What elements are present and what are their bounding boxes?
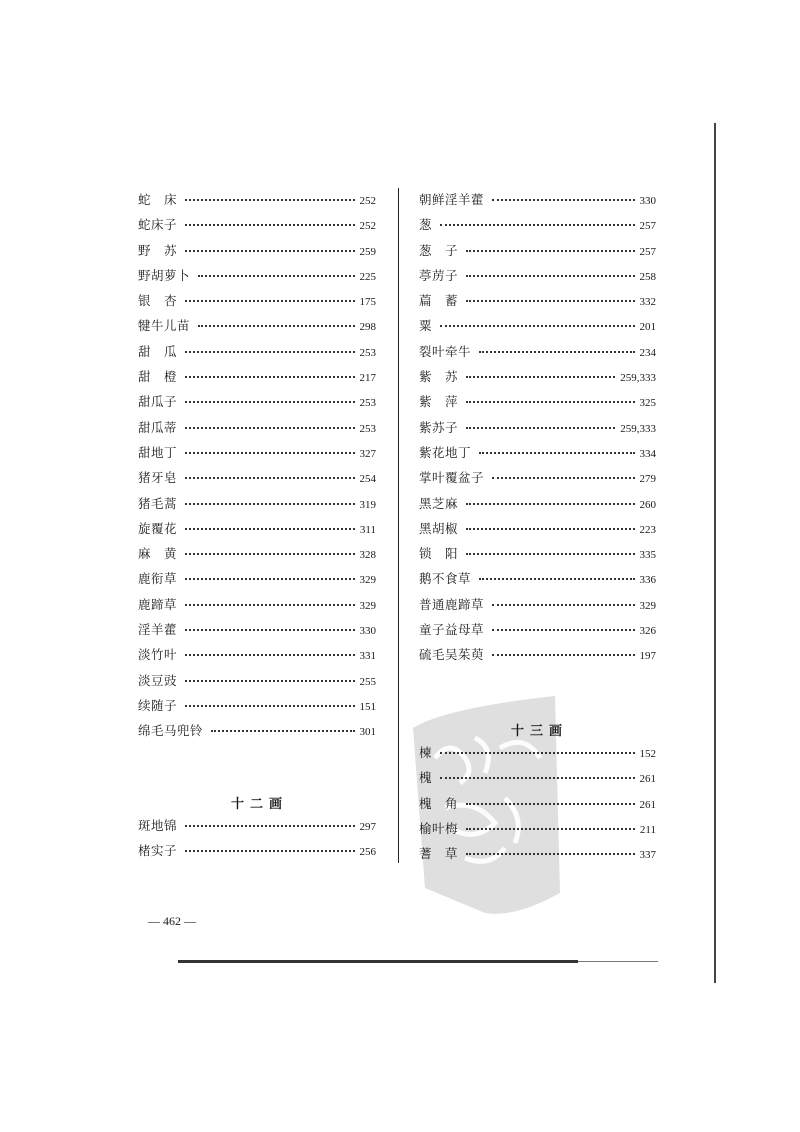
section-13-entries [419, 743, 656, 869]
index-entry [138, 392, 376, 417]
index-entry [419, 418, 656, 443]
index-term: 甜瓜蒂 [138, 419, 178, 435]
index-page-number: 258 [639, 270, 656, 283]
dot-leader [440, 325, 634, 327]
index-entry [138, 443, 376, 468]
index-entry [138, 342, 376, 367]
index-entry [419, 190, 656, 215]
dot-leader [185, 351, 354, 353]
index-page-number: 327 [359, 447, 376, 460]
index-term: 蛇床子 [138, 217, 178, 233]
left-index-column [138, 190, 376, 747]
dot-leader [185, 528, 355, 530]
index-entry [138, 367, 376, 392]
dot-leader [466, 853, 634, 855]
dot-leader [479, 452, 634, 454]
index-page-number: 328 [359, 549, 376, 562]
index-page-number: 325 [639, 397, 656, 410]
index-page-number: 223 [639, 523, 656, 536]
index-page-number: 253 [359, 397, 376, 410]
index-term: 黑胡椒 [419, 520, 459, 536]
dot-leader [198, 275, 354, 277]
index-entry [419, 367, 656, 392]
index-page-number: 259 [359, 245, 376, 258]
dot-leader [440, 777, 634, 779]
index-entry [419, 794, 656, 819]
index-term: 紫 苏 [419, 369, 459, 385]
dot-leader [185, 680, 354, 682]
index-page-number: 329 [639, 599, 656, 612]
index-page-number: 261 [639, 798, 656, 811]
index-entry [419, 342, 656, 367]
dot-leader [466, 553, 634, 555]
index-term: 蛇 床 [138, 192, 178, 207]
dot-leader [466, 427, 615, 429]
index-entry [138, 494, 376, 519]
index-term: 葱 [419, 217, 433, 233]
index-term: 麻 黄 [138, 546, 178, 562]
index-entry [419, 819, 656, 844]
index-term: 猪牙皂 [138, 470, 178, 486]
index-term: 朝鲜淫羊藿 [419, 192, 485, 207]
dot-leader [185, 604, 354, 606]
index-entry [138, 569, 376, 594]
index-entry [419, 569, 656, 594]
index-term: 裂叶牵牛 [419, 343, 472, 359]
index-page-number: 254 [359, 473, 376, 486]
dot-leader [440, 224, 634, 226]
index-page-number: 201 [639, 321, 656, 334]
index-entry [419, 494, 656, 519]
index-term: 旋覆花 [138, 520, 178, 536]
dot-leader [466, 503, 634, 505]
index-page-number: 197 [639, 650, 656, 663]
index-entry [419, 215, 656, 240]
index-page-number: 253 [359, 422, 376, 435]
dot-leader [466, 376, 615, 378]
dot-leader [492, 629, 634, 631]
index-entry [419, 620, 656, 645]
index-term: 锁 阳 [419, 546, 459, 562]
index-page-number: 261 [639, 773, 656, 786]
index-entry [419, 595, 656, 620]
index-page-number: 330 [639, 195, 656, 207]
index-entry [419, 468, 656, 493]
index-term: 野 苏 [138, 242, 178, 258]
index-term: 榆叶梅 [419, 820, 459, 836]
dot-leader [185, 825, 354, 827]
index-term: 甜瓜子 [138, 394, 178, 410]
index-page-number: 329 [359, 599, 376, 612]
index-entry [138, 266, 376, 291]
index-entry [138, 595, 376, 620]
index-entry [138, 215, 376, 240]
index-term: 甜 瓜 [138, 343, 178, 359]
index-page-number: 337 [639, 849, 656, 862]
dot-leader [492, 654, 634, 656]
dot-leader [185, 427, 354, 429]
index-term: 槐 [419, 770, 433, 786]
index-entry [138, 696, 376, 721]
index-page-number: 326 [639, 625, 656, 638]
index-page-number: 152 [639, 748, 656, 760]
dot-leader [185, 452, 354, 454]
index-page-number: 259,333 [620, 372, 656, 385]
index-page-number: 253 [359, 346, 376, 359]
index-entry [419, 844, 656, 869]
index-entry [419, 291, 656, 316]
index-page-number: 301 [359, 726, 376, 739]
dot-leader [466, 250, 634, 252]
index-term: 甜地丁 [138, 444, 178, 460]
index-page-number: 260 [639, 498, 656, 511]
index-entry [138, 816, 376, 841]
dot-leader [185, 850, 354, 852]
index-page-number: 311 [359, 523, 376, 536]
dot-leader [185, 199, 354, 201]
index-page-number: 257 [639, 220, 656, 233]
index-entry [419, 443, 656, 468]
index-term: 紫苏子 [419, 419, 459, 435]
index-page-number: 256 [359, 846, 376, 859]
index-term: 槐 角 [419, 795, 459, 811]
index-term: 斑地锦 [138, 818, 178, 833]
dot-leader [185, 503, 354, 505]
dot-leader [185, 477, 354, 479]
index-term: 银 杏 [138, 293, 178, 309]
index-entry [419, 316, 656, 341]
dot-leader [479, 578, 634, 580]
dot-leader [185, 578, 354, 580]
index-page-number: 151 [359, 700, 376, 713]
index-entry [138, 468, 376, 493]
index-page-number: 225 [359, 270, 376, 283]
index-entry [419, 266, 656, 291]
section-heading-12-strokes: 十二画 [231, 797, 289, 812]
dot-leader [185, 654, 354, 656]
index-term: 紫花地丁 [419, 444, 472, 460]
index-entry [138, 620, 376, 645]
index-entry [138, 190, 376, 215]
index-entry [138, 418, 376, 443]
index-term: 鹿衔草 [138, 571, 178, 587]
bottom-rule-faint [578, 961, 658, 962]
index-entry [138, 544, 376, 569]
index-term: 楮实子 [138, 843, 178, 859]
index-entry [419, 519, 656, 544]
index-term: 楝 [419, 745, 433, 760]
index-page-number: 217 [359, 372, 376, 385]
index-page-number: 329 [359, 574, 376, 587]
index-term: 野胡萝卜 [138, 267, 191, 283]
index-entry [419, 241, 656, 266]
index-entry [138, 841, 376, 866]
index-term: 童子益母草 [419, 622, 485, 638]
dot-leader [466, 528, 634, 530]
index-entry [138, 645, 376, 670]
dot-leader [185, 705, 354, 707]
index-page-number: 298 [359, 321, 376, 334]
index-entry [419, 392, 656, 417]
index-entry [138, 291, 376, 316]
index-page-number: 319 [359, 498, 376, 511]
index-term: 紫 萍 [419, 394, 459, 410]
index-term: 猪毛蒿 [138, 495, 178, 511]
dot-leader [211, 730, 354, 732]
index-page-number: 334 [639, 447, 656, 460]
index-entry [138, 671, 376, 696]
index-term: 葶苈子 [419, 267, 459, 283]
index-entry [419, 544, 656, 569]
index-page-number: 297 [359, 821, 376, 833]
page-number: — 462 — [148, 914, 196, 928]
index-term: 普通鹿蹄草 [419, 596, 485, 612]
dot-leader [185, 250, 354, 252]
dot-leader [185, 376, 354, 378]
index-term: 掌叶覆盆子 [419, 470, 485, 486]
section-heading-13-strokes: 十三画 [511, 724, 569, 739]
dot-leader [466, 300, 634, 302]
index-page-number: 175 [359, 296, 376, 309]
dot-leader [466, 401, 634, 403]
index-page-number: 279 [639, 473, 656, 486]
index-term: 萹 蓄 [419, 293, 459, 309]
index-term: 葱 子 [419, 242, 459, 258]
index-term: 硫毛吴茱萸 [419, 647, 485, 663]
index-term: 淫羊藿 [138, 622, 178, 638]
index-term: 鹅不食草 [419, 571, 472, 587]
dot-leader [185, 553, 354, 555]
index-term: 犍牛儿苗 [138, 318, 191, 334]
dot-leader [479, 351, 634, 353]
index-term: 绵毛马兜铃 [138, 723, 204, 739]
index-page-number: 332 [639, 296, 656, 309]
index-page-number: 336 [639, 574, 656, 587]
index-page-number: 255 [359, 675, 376, 688]
index-term: 甜 橙 [138, 369, 178, 385]
index-entry [138, 519, 376, 544]
index-page-number: 330 [359, 625, 376, 638]
index-page-number: 252 [359, 220, 376, 233]
dot-leader [466, 275, 634, 277]
page-edge-rule [714, 123, 716, 983]
dot-leader [185, 224, 354, 226]
index-page-number: 259,333 [620, 422, 656, 435]
index-entry [138, 721, 376, 746]
index-entry [138, 241, 376, 266]
index-page-number: 211 [639, 823, 656, 836]
index-entry [419, 768, 656, 793]
index-page-number: 257 [639, 245, 656, 258]
index-entry [419, 645, 656, 670]
index-page-number: 331 [359, 650, 376, 663]
index-term: 淡豆豉 [138, 672, 178, 688]
dot-leader [492, 199, 634, 201]
dot-leader [185, 629, 354, 631]
index-page-number: 335 [639, 549, 656, 562]
index-term: 鹿蹄草 [138, 596, 178, 612]
index-entry [419, 743, 656, 768]
bottom-rule [178, 960, 578, 963]
dot-leader [185, 401, 354, 403]
index-entry [138, 316, 376, 341]
dot-leader [198, 325, 354, 327]
dot-leader [466, 828, 635, 830]
index-term: 续随子 [138, 697, 178, 713]
index-page-number: 252 [359, 195, 376, 207]
section-12-entries [138, 816, 376, 867]
index-term: 淡竹叶 [138, 647, 178, 663]
column-divider [398, 188, 399, 863]
right-index-column [419, 190, 656, 671]
dot-leader [492, 604, 634, 606]
index-page-number: 234 [639, 346, 656, 359]
dot-leader [440, 752, 634, 754]
dot-leader [185, 300, 354, 302]
index-term: 黑芝麻 [419, 495, 459, 511]
index-term: 粟 [419, 318, 433, 334]
index-term: 蓍 草 [419, 846, 459, 862]
dot-leader [492, 477, 634, 479]
dot-leader [466, 803, 634, 805]
